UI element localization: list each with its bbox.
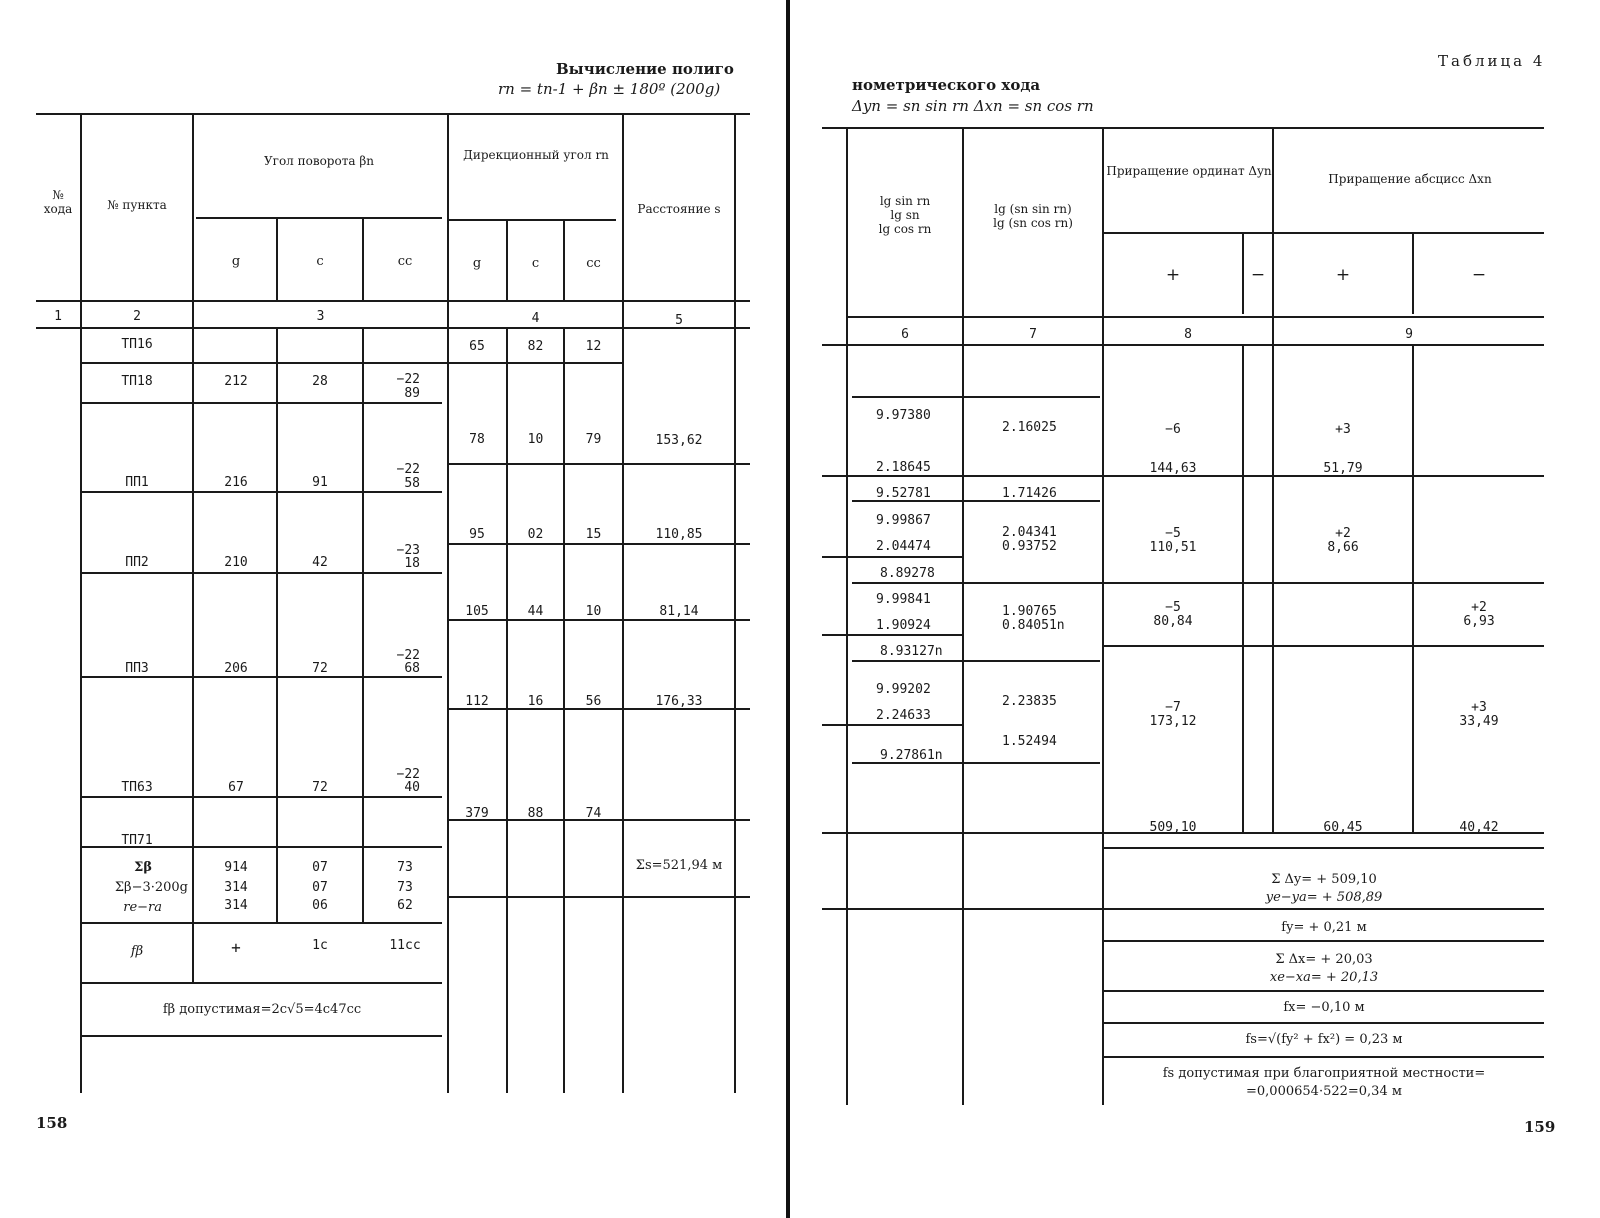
f-x: fx= −0,10 м (1283, 1000, 1365, 1015)
col-number-9: 9 (1405, 327, 1413, 342)
angle-cc: 68 (404, 661, 420, 676)
log-value: 8.93127n (880, 644, 943, 659)
dir-g: 379 (465, 806, 489, 821)
dx-plus-value: 8,66 (1327, 540, 1359, 555)
dir-g: 112 (465, 694, 489, 709)
header-directional-angle: Дирекционный угол rn (463, 148, 609, 162)
angle-cc: 58 (404, 476, 420, 491)
log-product: 2.04341 (1002, 525, 1057, 540)
angle-correction: −22 (396, 462, 420, 477)
re-ra-cc: 62 (397, 898, 413, 913)
dy-correction: −5 (1165, 526, 1181, 541)
col-number-3: 3 (316, 309, 325, 324)
log-value: 9.99867 (876, 513, 931, 528)
xe-xa: xe−xa= + 20,13 (1269, 970, 1379, 985)
sum-dy: Σ Δy= + 509,10 (1271, 872, 1377, 887)
re-ra-label: re−ra (123, 900, 162, 915)
col-number-1: 1 (54, 309, 62, 324)
distance: 81,14 (659, 604, 699, 619)
f-s-allowed-1: fs допустимая при благоприятной местности= (1162, 1066, 1486, 1081)
angle-correction: −22 (396, 648, 420, 663)
dir-cc: 56 (585, 694, 602, 709)
header-dir-g: g (472, 256, 482, 271)
total-dy: 509,10 (1149, 820, 1197, 835)
f-beta-allowed: fβ допустимая=2c√5=4c47cc (162, 1002, 362, 1017)
point-label: ПП3 (125, 661, 149, 676)
angle-cc: 18 (404, 556, 420, 571)
point-label: ПП1 (125, 475, 149, 490)
dir-cc: 74 (585, 806, 602, 821)
log-value: 9.52781 (876, 486, 931, 501)
log-product: 1.52494 (1002, 734, 1057, 749)
header-dy-minus: − (1250, 265, 1266, 285)
dir-cc: 15 (585, 527, 602, 542)
col-number-5: 5 (675, 313, 683, 328)
dx-plus-value: 51,79 (1323, 461, 1363, 476)
f-beta-c: 1c (312, 938, 328, 953)
dy-value: 110,51 (1149, 540, 1197, 555)
point-label: ТП16 (121, 337, 153, 352)
header-dx-plus: + (1335, 265, 1351, 285)
header-traverse-number: № хода (43, 188, 73, 216)
dy-correction: −6 (1165, 422, 1181, 437)
f-beta-sign: + (231, 938, 241, 957)
dx-plus-correction: +3 (1335, 422, 1351, 437)
angle-correction: −23 (396, 543, 420, 558)
log-product: 1.71426 (1002, 486, 1057, 501)
log-value: 9.27861n (880, 748, 943, 763)
header-c: c (316, 254, 324, 269)
angle-g: 216 (224, 475, 248, 490)
ye-ya: ye−ya= + 508,89 (1265, 890, 1383, 905)
point-label: ПП2 (125, 555, 149, 570)
header-dy-increments: Приращение ординат Δyn (1106, 164, 1272, 178)
distance: 153,62 (655, 433, 703, 448)
dy-value: 80,84 (1153, 614, 1193, 629)
re-ra-c: 06 (312, 898, 328, 913)
angle-g: 210 (224, 555, 248, 570)
dy-value: 144,63 (1149, 461, 1197, 476)
distance: 176,33 (655, 694, 703, 709)
distance: 110,85 (655, 527, 703, 542)
log-product: 2.16025 (1002, 420, 1057, 435)
log-product: 0.93752 (1002, 539, 1057, 554)
log-value: 9.99841 (876, 592, 931, 607)
dir-g: 105 (465, 604, 489, 619)
dx-minus-correction: +2 (1471, 600, 1487, 615)
sum-beta-c: 07 (312, 860, 328, 875)
dir-g: 65 (469, 339, 485, 354)
header-dy-plus: + (1165, 265, 1181, 285)
sum-minus-c: 07 (312, 880, 328, 895)
book-spine (786, 0, 790, 1218)
heading-part-2: нометрического хода (852, 76, 1041, 94)
total-dx-plus: 60,45 (1323, 820, 1363, 835)
angle-c: 42 (312, 555, 328, 570)
log-value: 2.24633 (876, 708, 931, 723)
dx-minus-correction: +3 (1471, 700, 1487, 715)
header-dir-c: c (531, 256, 540, 271)
f-s-allowed-2: =0,000654·522=0,34 м (1246, 1084, 1402, 1099)
sum-beta-label: Σβ (134, 860, 152, 875)
dy-correction: −5 (1165, 600, 1181, 615)
re-ra-g: 314 (224, 898, 248, 913)
header-turn-angle: Угол поворота βn (263, 154, 374, 168)
sum-beta-g: 914 (224, 860, 248, 875)
angle-g: 67 (228, 780, 244, 795)
point-label: ТП71 (121, 833, 153, 848)
angle-g: 212 (224, 374, 248, 389)
col-number-7: 7 (1029, 327, 1037, 342)
dir-c: 44 (527, 604, 544, 619)
dx-minus-value: 33,49 (1459, 714, 1499, 729)
angle-g: 206 (224, 661, 248, 676)
col-number-2: 2 (133, 309, 141, 324)
sum-minus-g: 314 (224, 880, 248, 895)
log-product: 1.90765 (1002, 604, 1057, 619)
log-value: 9.97380 (876, 408, 931, 423)
header-log-products: lg (sn sin rn) lg (sn cos rn) (993, 202, 1073, 230)
header-dx-minus: − (1471, 265, 1487, 285)
sum-minus-label: Σβ−3·200g (114, 880, 188, 895)
log-value: 8.89278 (880, 566, 935, 581)
header-point-number: № пункта (107, 198, 167, 212)
point-label: ТП63 (121, 780, 153, 795)
dir-c: 02 (527, 527, 544, 542)
formula-r: rn = tn-1 + βn ± 180º (200g) (498, 80, 721, 98)
angle-cc: 40 (404, 780, 420, 795)
dx-minus-value: 6,93 (1463, 614, 1495, 629)
point-label: ТП18 (121, 374, 153, 389)
header-dx-increments: Приращение абсцисс Δxn (1328, 172, 1492, 186)
col-number-8: 8 (1184, 327, 1192, 342)
log-value: 9.99202 (876, 682, 931, 697)
log-product: 0.84051n (1002, 618, 1065, 633)
dir-cc: 10 (585, 604, 602, 619)
dir-g: 78 (469, 432, 485, 447)
page-number-left: 158 (36, 1114, 68, 1132)
dy-correction: −7 (1165, 700, 1181, 715)
dir-g: 95 (469, 527, 485, 542)
angle-correction: −22 (396, 372, 420, 387)
header-distance: Расстояние s (637, 202, 721, 216)
angle-c: 28 (312, 374, 328, 389)
header-g: g (231, 254, 241, 269)
sum-beta-cc: 73 (397, 860, 413, 875)
heading-part-1: Вычисление полиго (556, 60, 734, 78)
header-dir-cc: cc (586, 256, 601, 271)
dir-c: 10 (527, 432, 544, 447)
log-product: 2.23835 (1002, 694, 1057, 709)
f-beta-label: fβ (130, 944, 144, 959)
dir-c: 88 (527, 806, 544, 821)
sum-dx: Σ Δx= + 20,03 (1275, 952, 1373, 967)
dir-c: 16 (527, 694, 544, 709)
header-log-values: lg sin rn lg sn lg cos rn (878, 194, 932, 236)
dy-value: 173,12 (1149, 714, 1197, 729)
f-y: fy= + 0,21 м (1281, 920, 1367, 935)
f-beta-cc: 11cc (389, 938, 421, 953)
angle-correction: −22 (396, 767, 420, 782)
log-value: 2.04474 (876, 539, 931, 554)
header-cc: cc (397, 254, 413, 269)
col-number-6: 6 (901, 327, 909, 342)
log-value: 2.18645 (876, 460, 931, 475)
f-s: fs=√(fy² + fx²) = 0,23 м (1245, 1032, 1403, 1047)
angle-cc: 89 (404, 386, 420, 401)
dir-cc: 79 (585, 432, 602, 447)
page-number-right: 159 (1524, 1118, 1556, 1136)
col-number-4: 4 (531, 311, 540, 326)
angle-c: 72 (312, 780, 328, 795)
dir-cc: 12 (585, 339, 602, 354)
sum-minus-cc: 73 (397, 880, 413, 895)
total-dx-minus: 40,42 (1459, 820, 1499, 835)
formula-dy: Δyn = sn sin rn Δxn = sn cos rn (852, 97, 1094, 115)
dir-c: 82 (527, 339, 544, 354)
table-label: Таблица 4 (1438, 52, 1546, 70)
log-value: 1.90924 (876, 618, 931, 633)
sum-distance: Σs=521,94 м (635, 858, 723, 873)
dx-plus-correction: +2 (1335, 526, 1351, 541)
angle-c: 72 (312, 661, 328, 676)
angle-c: 91 (312, 475, 328, 490)
